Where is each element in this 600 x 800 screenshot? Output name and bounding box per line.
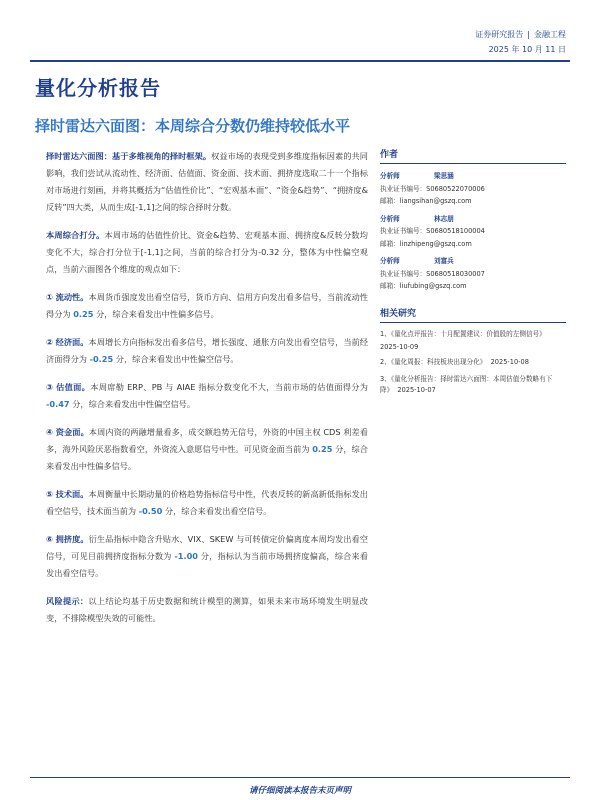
risk-lead: 风险提示： [46, 596, 89, 606]
item-lead: 资金面。 [55, 427, 89, 437]
analyst-name: 林志朋 [434, 214, 454, 223]
item-text-post: 分，综合来看发出中性偏空信号。 [115, 354, 239, 364]
risk-paragraph [46, 593, 368, 627]
item-text: 本周衡量中长期动量的价格趋势指标信号中性，代表反转的新高新低指标发出看空信号，技术面当前为 [46, 489, 368, 516]
item-lead: 拥挤度。 [55, 534, 89, 544]
analyst-license-row [380, 225, 566, 238]
dimension-item-capital [46, 424, 368, 475]
item-text-post: 分，指标认为当前市场拥挤度偏高，综合来看发出看空信号。 [46, 551, 368, 578]
dimension-item-crowding [46, 531, 368, 582]
item-text-post: 分，综合来看发出看空信号。 [164, 506, 272, 516]
item-text-post: 分，综合来看发出中性偏空信号。 [72, 399, 196, 409]
header-separator: | [527, 30, 530, 39]
weekly-paragraph [46, 227, 368, 278]
analyst-email-row [380, 195, 566, 208]
report-body [46, 148, 368, 638]
report-category: 金融工程 [534, 30, 566, 39]
analyst-name: 刘富兵 [434, 257, 454, 265]
license-label: 执业证书编号： [380, 269, 427, 278]
intro-lead: 择时雷达六面图：基于多维视角的择时框架。 [46, 151, 212, 161]
related-report-date: 2025-10-09 [380, 342, 419, 351]
item-marker: ③ [46, 382, 54, 392]
analyst-role: 分析师 [380, 257, 400, 265]
report-series: 证券研究报告 [475, 30, 524, 39]
analyst-email-link[interactable]: liangsihan@gszq.com [399, 197, 472, 205]
item-text: 本周增长方向指标发出看多信号，增长强度、通胀方向发出看空信号，当前经济面得分为 [46, 337, 368, 364]
dimension-item-liquidity [46, 289, 368, 323]
header-meta [475, 27, 566, 57]
related-research-heading: 相关研究 [380, 305, 566, 323]
related-report-link[interactable]: 1、《量化点评报告：十月配置建议：价值股的左侧信号》 [380, 329, 546, 338]
intro-text: 权益市场的表现受到多维度指标因素的共同影响，我们尝试从流动性、经济面、估值面、资金面、技术面、拥挤度选取二十一个指标对市场进行刻画，并将其概括为“估值性价比”、“宏观基本面”、“资金&趋势”、“拥挤度&反转”四大类，从而生成[-1,1]之间的综合择时分数。 [46, 151, 368, 212]
item-score: -0.50 [138, 506, 163, 516]
analyst-card [380, 213, 566, 251]
weekly-lead: 本周综合打分。 [46, 230, 105, 240]
license-number: S0680522070006 [426, 184, 485, 193]
analyst-email-link[interactable]: liufubing@gszq.com [399, 282, 467, 290]
item-score: -0.47 [46, 399, 70, 409]
report-date: 2025 年 10 月 11 日 [488, 45, 566, 54]
license-label: 执业证书编号： [380, 227, 427, 235]
item-text-post: 分，综合来看发出中性偏多信号。 [96, 309, 219, 319]
related-report-title[interactable]: 2、《量化周报：科技板块出现分化》 [380, 357, 487, 366]
item-marker: ⑤ [46, 489, 53, 499]
intro-paragraph [46, 148, 368, 216]
analyst-card [380, 170, 566, 208]
item-marker: ② [46, 337, 53, 347]
analyst-email-link[interactable]: linzhipeng@gszq.com [399, 239, 472, 248]
item-score: -0.25 [89, 354, 114, 364]
analyst-card [380, 255, 566, 293]
item-marker: ④ [46, 427, 54, 437]
related-report-link[interactable] [380, 374, 566, 396]
item-text: 本周货币强度发出看空信号，货币方向、信用方向发出看多信号，当前流动性得分为 [46, 292, 368, 319]
item-lead: 经济面。 [55, 337, 89, 347]
item-lead: 估值面。 [56, 382, 91, 392]
weekly-text: 本周市场的估值性价比、资金&趋势、宏观基本面、拥挤度&反转分数均变化不大，综合打分位于[-1,1]之间，当前的综合打分为-0.32 分，整体为中性偏空观点，当前六面图各个维度的观点如下： [46, 230, 368, 274]
analyst-email-row [380, 238, 566, 251]
license-number: S0680518030007 [426, 269, 485, 278]
analyst-email-row [380, 280, 566, 293]
related-report-link[interactable] [380, 357, 566, 368]
item-lead: 流动性。 [55, 292, 89, 302]
item-score: 0.25 [312, 444, 333, 454]
analyst-role: 分析师 [380, 172, 400, 180]
risk-text: 以上结论均基于历史数据和统计模型的测算，如果未来市场环境发生明显改变，不排除模型失效的可能性。 [46, 596, 368, 623]
item-text: 衍生品指标中隐含升贴水、VIX、SKEW 与可转债定价偏离度本周均发出看空信号，可见目前拥挤度指标分数为 [46, 534, 368, 561]
item-score: -1.00 [174, 551, 198, 561]
analyst-license-row [380, 268, 566, 281]
dimension-item-technical [46, 486, 368, 520]
report-type: 量化分析报告 [35, 76, 161, 100]
email-label: 邮箱： [380, 197, 400, 205]
footer-disclaimer: 请仔细阅读本报告末页声明 [248, 786, 351, 796]
analyst-license-row [380, 183, 566, 196]
page-title: 择时雷达六面图：本周综合分数仍维持较低水平 [35, 117, 351, 135]
analyst-name: 梁思涵 [434, 172, 454, 180]
dimension-item-economy [46, 334, 368, 368]
email-label: 邮箱： [380, 282, 400, 290]
item-marker: ① [46, 292, 53, 302]
dimension-item-valuation [46, 379, 368, 413]
related-report-title[interactable]: 3、《量化分析报告：择时雷达六面图：本周估值分数略有下降》 [380, 374, 553, 394]
related-report-date: 2025-10-07 [397, 385, 436, 394]
item-score: 0.25 [73, 309, 94, 319]
license-label: 执业证书编号： [380, 184, 427, 193]
authors-heading: 作者 [380, 146, 566, 164]
sidebar [380, 146, 566, 398]
license-number: S0680518100004 [426, 227, 485, 235]
email-label: 邮箱： [380, 239, 400, 248]
item-marker: ⑥ [46, 534, 53, 544]
analyst-name-row [380, 170, 566, 183]
footer-divider [30, 777, 570, 778]
header-divider [30, 60, 570, 62]
item-text: 本周席勒 ERP、PB 与 AIAE 指标分数变化不大，当前市场的估值面得分为 [90, 382, 368, 392]
analyst-name-row [380, 213, 566, 226]
analyst-role: 分析师 [380, 214, 400, 223]
item-text-post: 分，综合来看发出中性偏多信号。 [46, 444, 368, 471]
item-lead: 技术面。 [55, 489, 89, 499]
item-text: 本周内资的两融增量看多，成交额趋势无信号，外资的中国主权 CDS 利差看多，海外风险厌恶指数看空，外资流入意愿信号中性。可见资金面当前为 [46, 427, 368, 454]
analyst-name-row [380, 255, 566, 268]
related-report-date: 2025-10-08 [490, 357, 529, 366]
header-series-line [475, 27, 566, 42]
